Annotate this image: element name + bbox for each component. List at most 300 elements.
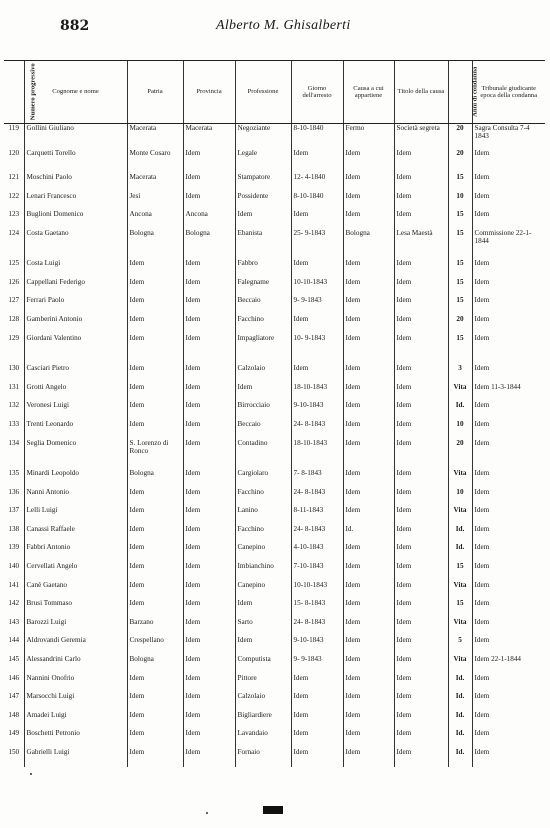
cell-giorno: Idem — [291, 149, 343, 174]
cell-anni: 10 — [448, 488, 472, 507]
cell-nome: Gabrielli Luigi — [24, 748, 127, 767]
cell-tribunale: Idem — [472, 210, 545, 229]
cell-giorno: 10-10-1843 — [291, 278, 343, 297]
cell-causa: Idem — [343, 711, 394, 730]
cell-giorno: Idem — [291, 729, 343, 748]
cell-tribunale: Idem 11-3-1844 — [472, 383, 545, 402]
cell-giorno: 18-10-1843 — [291, 383, 343, 402]
cell-provincia: Idem — [183, 636, 235, 655]
col-header-nome: Cognome e nome — [24, 61, 127, 124]
cell-provincia: Ancona — [183, 210, 235, 229]
cell-patria: Bologna — [127, 655, 183, 674]
row-number: 147 — [8, 692, 20, 701]
cell-titolo: Idem — [394, 173, 448, 192]
cell-anni: 15 — [448, 599, 472, 618]
cell-provincia: Idem — [183, 364, 235, 383]
table-row — [4, 210, 545, 229]
cell-anni: 3 — [448, 364, 472, 383]
cell-anni: 15 — [448, 229, 472, 254]
cell-causa: Idem — [343, 488, 394, 507]
cell-causa: Idem — [343, 149, 394, 174]
cell-anni: 15 — [448, 259, 472, 278]
cell-provincia: Idem — [183, 543, 235, 562]
table-row — [4, 278, 545, 297]
cell-titolo: Idem — [394, 618, 448, 637]
cell-professione: Facchino — [235, 488, 291, 507]
page-number: 882 — [60, 18, 90, 34]
row-number: 132 — [8, 401, 20, 410]
cell-tribunale: Idem — [472, 296, 545, 315]
cell-patria: Idem — [127, 562, 183, 581]
cell-causa: Fermo — [343, 124, 394, 149]
cell-tribunale: Idem — [472, 192, 545, 211]
cell-tribunale: Idem 22-1-1844 — [472, 655, 545, 674]
cell-giorno: 9-10-1843 — [291, 401, 343, 420]
cell-titolo: Idem — [394, 543, 448, 562]
cell-tribunale: Idem — [472, 149, 545, 174]
col-header-titolo: Titolo della causa — [394, 61, 448, 124]
cell-titolo: Idem — [394, 581, 448, 600]
cell-causa: Idem — [343, 364, 394, 383]
cell-anni: 20 — [448, 149, 472, 174]
cell-professione: Computista — [235, 655, 291, 674]
cell-giorno: 24- 8-1843 — [291, 420, 343, 439]
cell-tribunale: Idem — [472, 364, 545, 383]
col-header-anni: Anni di condanna — [448, 61, 472, 124]
cell-titolo: Società segreta — [394, 124, 448, 149]
cell-anni: 10 — [448, 420, 472, 439]
row-number: 142 — [8, 599, 20, 608]
cell-anni: 15 — [448, 334, 472, 359]
cell-causa: Idem — [343, 315, 394, 334]
col-header-professione: Professione — [235, 61, 291, 124]
cell-anni: Id. — [448, 674, 472, 693]
cell-nome: Trenti Leonardo — [24, 420, 127, 439]
cell-patria: S. Lorenzo di Ronco — [127, 439, 183, 464]
cell-causa: Idem — [343, 173, 394, 192]
cell-professione: Fabbro — [235, 259, 291, 278]
cell-professione: Calzolaio — [235, 364, 291, 383]
cell-professione: Bigliardiere — [235, 711, 291, 730]
row-number: 136 — [8, 487, 20, 496]
cell-giorno: 7-10-1843 — [291, 562, 343, 581]
cell-tribunale: Idem — [472, 748, 545, 767]
cell-giorno: Idem — [291, 674, 343, 693]
cell-tribunale: Idem — [472, 173, 545, 192]
running-title: Alberto M. Ghisalberti — [216, 18, 351, 33]
cell-causa: Idem — [343, 296, 394, 315]
row-number: 149 — [8, 729, 20, 738]
cell-giorno: 24- 8-1843 — [291, 488, 343, 507]
cell-titolo: Idem — [394, 420, 448, 439]
cell-anni: 20 — [448, 124, 472, 149]
row-number: 134 — [8, 438, 20, 447]
cell-anni: 15 — [448, 278, 472, 297]
table-row — [4, 315, 545, 334]
cell-nome: Lelli Luigi — [24, 506, 127, 525]
cell-titolo: Idem — [394, 636, 448, 655]
cell-causa: Idem — [343, 581, 394, 600]
cell-professione: Calzolaio — [235, 692, 291, 711]
row-number: 144 — [8, 636, 20, 645]
col-header-numero: Numero progressivo — [4, 61, 24, 124]
row-number: 123 — [8, 210, 20, 219]
cell-giorno: 24- 8-1843 — [291, 525, 343, 544]
cell-patria: Idem — [127, 711, 183, 730]
row-number: 141 — [8, 580, 20, 589]
cell-nome: Ferrari Paolo — [24, 296, 127, 315]
table-row — [4, 364, 545, 383]
cell-tribunale: Idem — [472, 692, 545, 711]
table-row — [4, 674, 545, 693]
cell-titolo: Idem — [394, 210, 448, 229]
cell-giorno: 9- 9-1843 — [291, 655, 343, 674]
cell-giorno: Idem — [291, 748, 343, 767]
cell-titolo: Idem — [394, 506, 448, 525]
row-number: 138 — [8, 524, 20, 533]
table-row — [4, 729, 545, 748]
speck — [30, 773, 32, 775]
cell-patria: Idem — [127, 296, 183, 315]
cell-tribunale: Idem — [472, 259, 545, 278]
row-number: 129 — [8, 333, 20, 342]
cell-nome: Fabbri Antonio — [24, 543, 127, 562]
cell-titolo: Idem — [394, 748, 448, 767]
cell-tribunale: Idem — [472, 488, 545, 507]
cell-nome: Alessandrini Carlo — [24, 655, 127, 674]
cell-nome: Brusi Tommaso — [24, 599, 127, 618]
cell-causa: Idem — [343, 383, 394, 402]
page-header — [0, 16, 550, 40]
cell-patria: Bologna — [127, 229, 183, 254]
cell-patria: Idem — [127, 259, 183, 278]
table-row — [4, 748, 545, 767]
cell-causa: Idem — [343, 618, 394, 637]
cell-professione: Impagliatore — [235, 334, 291, 359]
col-header-giorno: Giorno dell'arresto — [291, 61, 343, 124]
table-row — [4, 599, 545, 618]
cell-giorno: 10-10-1843 — [291, 581, 343, 600]
cell-tribunale: Idem — [472, 729, 545, 748]
cell-professione: Lanino — [235, 506, 291, 525]
cell-patria: Idem — [127, 488, 183, 507]
row-number: 146 — [8, 673, 20, 682]
cell-causa: Idem — [343, 599, 394, 618]
cell-titolo: Idem — [394, 488, 448, 507]
cell-titolo: Idem — [394, 315, 448, 334]
row-number: 131 — [8, 382, 20, 391]
row-number: 126 — [8, 277, 20, 286]
cell-nome: Costa Gaetano — [24, 229, 127, 254]
cell-titolo: Idem — [394, 655, 448, 674]
cell-giorno: 15- 8-1843 — [291, 599, 343, 618]
row-number: 127 — [8, 296, 20, 305]
row-number: 150 — [8, 747, 20, 756]
cell-nome: Aldrovandi Geremia — [24, 636, 127, 655]
cell-patria: Idem — [127, 525, 183, 544]
row-number: 125 — [8, 259, 20, 268]
table-row — [4, 149, 545, 174]
cell-giorno: Idem — [291, 315, 343, 334]
cell-causa: Idem — [343, 278, 394, 297]
table-row — [4, 259, 545, 278]
row-number: 143 — [8, 617, 20, 626]
row-number: 130 — [8, 364, 20, 373]
cell-professione: Fornaio — [235, 748, 291, 767]
cell-provincia: Idem — [183, 488, 235, 507]
cell-patria: Idem — [127, 364, 183, 383]
prisoner-table — [4, 60, 545, 767]
cell-nome: Nanni Antonio — [24, 488, 127, 507]
col-header-tribunale: Tribunale giudicante epoca della condanna — [472, 61, 545, 124]
row-number: 133 — [8, 419, 20, 428]
table-row — [4, 383, 545, 402]
cell-nome: Veronesi Luigi — [24, 401, 127, 420]
cell-giorno: 4-10-1843 — [291, 543, 343, 562]
cell-tribunale: Idem — [472, 469, 545, 488]
cell-titolo: Idem — [394, 149, 448, 174]
cell-tribunale: Idem — [472, 401, 545, 420]
ink-blot — [263, 806, 283, 814]
cell-patria: Idem — [127, 401, 183, 420]
cell-anni: 10 — [448, 192, 472, 211]
cell-nome: Giordani Valentino — [24, 334, 127, 359]
cell-causa: Idem — [343, 506, 394, 525]
cell-giorno: 24- 8-1843 — [291, 618, 343, 637]
cell-patria: Jesi — [127, 192, 183, 211]
cell-provincia: Idem — [183, 506, 235, 525]
table-row — [4, 334, 545, 359]
cell-titolo: Idem — [394, 364, 448, 383]
table-row — [4, 173, 545, 192]
cell-anni: Id. — [448, 729, 472, 748]
cell-nome: Casciari Pietro — [24, 364, 127, 383]
cell-provincia: Idem — [183, 296, 235, 315]
cell-patria: Macerata — [127, 173, 183, 192]
cell-anni: 5 — [448, 636, 472, 655]
cell-anni: Id. — [448, 543, 472, 562]
col-header-causa: Causa a cui appartiene — [343, 61, 394, 124]
cell-causa: Bologna — [343, 229, 394, 254]
cell-giorno: Idem — [291, 364, 343, 383]
cell-titolo: Idem — [394, 711, 448, 730]
cell-tribunale: Idem — [472, 420, 545, 439]
cell-patria: Idem — [127, 506, 183, 525]
cell-anni: Vita — [448, 618, 472, 637]
table-row — [4, 711, 545, 730]
cell-causa: Idem — [343, 259, 394, 278]
speck — [206, 812, 208, 814]
cell-nome: Costa Luigi — [24, 259, 127, 278]
cell-provincia: Idem — [183, 259, 235, 278]
cell-provincia: Macerata — [183, 124, 235, 149]
cell-patria: Idem — [127, 334, 183, 359]
cell-professione: Canepino — [235, 543, 291, 562]
cell-titolo: Idem — [394, 525, 448, 544]
cell-nome: Moschini Paolo — [24, 173, 127, 192]
cell-causa: Idem — [343, 562, 394, 581]
cell-professione: Legale — [235, 149, 291, 174]
cell-tribunale: Idem — [472, 278, 545, 297]
table-row — [4, 618, 545, 637]
cell-nome: Minardi Leopoldo — [24, 469, 127, 488]
cell-tribunale: Idem — [472, 599, 545, 618]
cell-nome: Barozzi Luigi — [24, 618, 127, 637]
cell-anni: 20 — [448, 439, 472, 464]
cell-titolo: Idem — [394, 599, 448, 618]
cell-anni: Vita — [448, 469, 472, 488]
row-number: 128 — [8, 315, 20, 324]
cell-causa: Idem — [343, 636, 394, 655]
cell-provincia: Idem — [183, 581, 235, 600]
cell-nome: Cervellati Angelo — [24, 562, 127, 581]
col-header-provincia: Provincia — [183, 61, 235, 124]
cell-titolo: Idem — [394, 729, 448, 748]
cell-tribunale: Idem — [472, 506, 545, 525]
cell-provincia: Idem — [183, 748, 235, 767]
cell-professione: Facchino — [235, 315, 291, 334]
cell-nome: Lenari Francesco — [24, 192, 127, 211]
cell-titolo: Idem — [394, 469, 448, 488]
cell-tribunale: Idem — [472, 439, 545, 464]
cell-giorno: 25- 9-1843 — [291, 229, 343, 254]
cell-tribunale: Idem — [472, 315, 545, 334]
cell-causa: Idem — [343, 729, 394, 748]
table-row — [4, 229, 545, 254]
table-row — [4, 636, 545, 655]
cell-provincia: Idem — [183, 711, 235, 730]
cell-anni: Id. — [448, 525, 472, 544]
row-number: 139 — [8, 543, 20, 552]
cell-giorno: 8-11-1843 — [291, 506, 343, 525]
cell-tribunale: Idem — [472, 334, 545, 359]
cell-professione: Ebanista — [235, 229, 291, 254]
cell-provincia: Idem — [183, 674, 235, 693]
cell-giorno: 8-10-1840 — [291, 124, 343, 149]
cell-giorno: Idem — [291, 259, 343, 278]
row-number: 140 — [8, 562, 20, 570]
cell-nome: Buglioni Domenico — [24, 210, 127, 229]
row-number: 148 — [8, 710, 20, 719]
cell-professione: Beccaio — [235, 296, 291, 315]
row-number: 135 — [8, 469, 20, 478]
cell-patria: Idem — [127, 278, 183, 297]
cell-professione: Birrocciaio — [235, 401, 291, 420]
cell-nome: Seglia Domenico — [24, 439, 127, 464]
cell-provincia: Idem — [183, 334, 235, 359]
cell-patria: Idem — [127, 674, 183, 693]
cell-tribunale: Idem — [472, 543, 545, 562]
cell-patria: Crespellano — [127, 636, 183, 655]
cell-professione: Contadino — [235, 439, 291, 464]
cell-patria: Barzano — [127, 618, 183, 637]
cell-causa: Idem — [343, 469, 394, 488]
cell-nome: Amadei Luigi — [24, 711, 127, 730]
cell-giorno: 7- 8-1843 — [291, 469, 343, 488]
cell-tribunale: Idem — [472, 581, 545, 600]
cell-titolo: Idem — [394, 278, 448, 297]
cell-tribunale: Idem — [472, 711, 545, 730]
cell-provincia: Idem — [183, 192, 235, 211]
row-number: 122 — [8, 191, 20, 200]
table-row — [4, 192, 545, 211]
table-row — [4, 296, 545, 315]
cell-professione: Imbianchino — [235, 562, 291, 581]
table-row — [4, 124, 545, 149]
cell-provincia: Idem — [183, 173, 235, 192]
cell-anni: Vita — [448, 655, 472, 674]
cell-causa: Id. — [343, 525, 394, 544]
cell-anni: 15 — [448, 210, 472, 229]
cell-patria: Idem — [127, 692, 183, 711]
cell-provincia: Idem — [183, 729, 235, 748]
cell-anni: 15 — [448, 173, 472, 192]
table-header-row — [4, 61, 545, 124]
cell-titolo: Lesa Maestà — [394, 229, 448, 254]
table-row — [4, 439, 545, 464]
cell-causa: Idem — [343, 192, 394, 211]
cell-provincia: Idem — [183, 149, 235, 174]
row-number: 145 — [8, 654, 20, 663]
cell-tribunale: Commissione 22-1-1844 — [472, 229, 545, 254]
cell-professione: Cargiolaro — [235, 469, 291, 488]
cell-titolo: Idem — [394, 562, 448, 581]
cell-anni: 15 — [448, 296, 472, 315]
cell-professione: Possidente — [235, 192, 291, 211]
cell-anni: 20 — [448, 315, 472, 334]
cell-titolo: Idem — [394, 296, 448, 315]
cell-professione: Idem — [235, 636, 291, 655]
cell-titolo: Idem — [394, 383, 448, 402]
cell-provincia: Bologna — [183, 229, 235, 254]
cell-giorno: 18-10-1843 — [291, 439, 343, 464]
cell-tribunale: Idem — [472, 618, 545, 637]
cell-provincia: Idem — [183, 278, 235, 297]
cell-anni: Vita — [448, 383, 472, 402]
cell-professione: Canepino — [235, 581, 291, 600]
cell-patria: Idem — [127, 383, 183, 402]
cell-provincia: Idem — [183, 439, 235, 464]
cell-anni: Id. — [448, 401, 472, 420]
cell-causa: Idem — [343, 420, 394, 439]
table-row — [4, 506, 545, 525]
cell-giorno: Idem — [291, 210, 343, 229]
cell-professione: Falegname — [235, 278, 291, 297]
cell-professione: Stampatore — [235, 173, 291, 192]
cell-provincia: Idem — [183, 383, 235, 402]
cell-nome: Canassi Raffaele — [24, 525, 127, 544]
cell-professione: Sarto — [235, 618, 291, 637]
cell-anni: Id. — [448, 748, 472, 767]
cell-causa: Idem — [343, 334, 394, 359]
cell-anni: 15 — [448, 562, 472, 581]
table-row — [4, 562, 545, 581]
cell-giorno: 9- 9-1843 — [291, 296, 343, 315]
cell-provincia: Idem — [183, 618, 235, 637]
cell-provincia: Idem — [183, 562, 235, 581]
table-row — [4, 543, 545, 562]
cell-nome: Canè Gaetano — [24, 581, 127, 600]
cell-causa: Idem — [343, 748, 394, 767]
cell-provincia: Idem — [183, 420, 235, 439]
cell-tribunale: Sagra Consulta 7-4 1843 — [472, 124, 545, 149]
table-row — [4, 655, 545, 674]
cell-tribunale: Idem — [472, 674, 545, 693]
cell-provincia: Idem — [183, 315, 235, 334]
cell-anni: Vita — [448, 581, 472, 600]
table-row — [4, 401, 545, 420]
cell-provincia: Idem — [183, 599, 235, 618]
